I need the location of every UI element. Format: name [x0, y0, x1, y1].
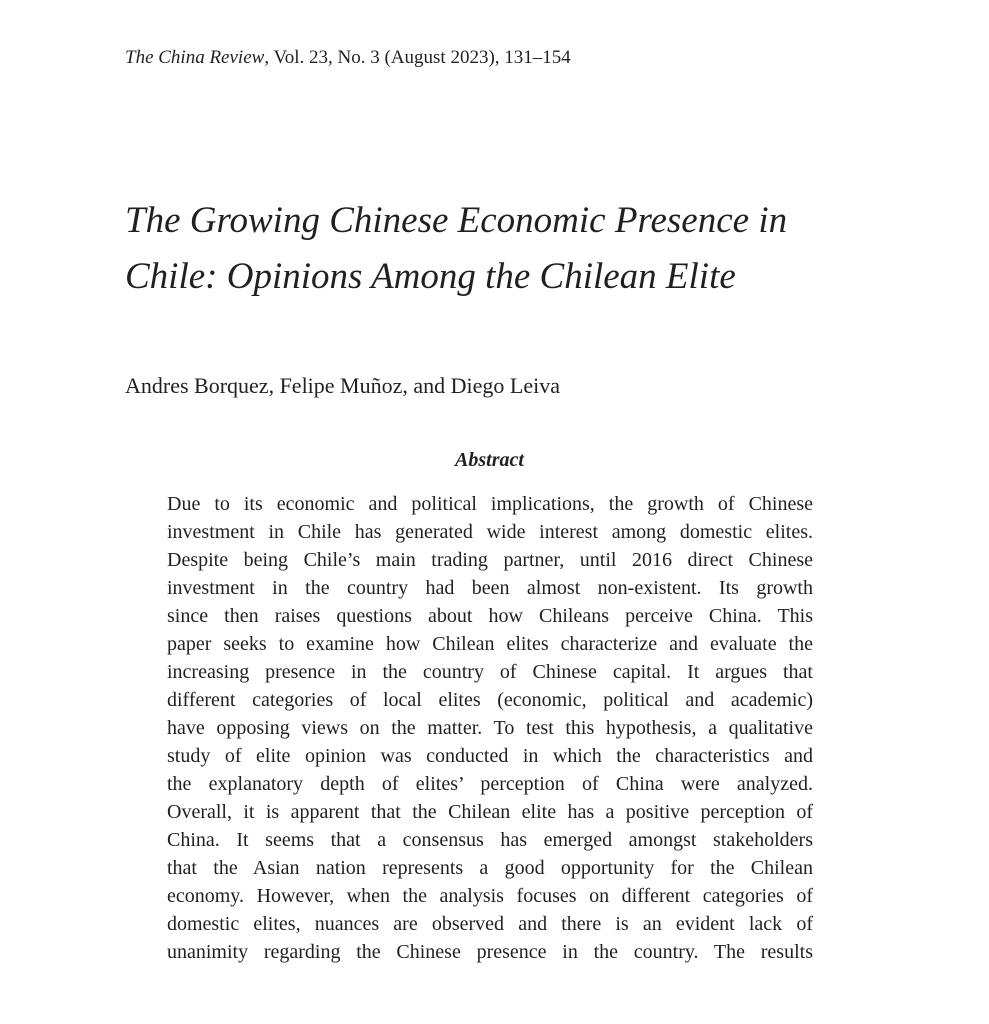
abstract-body [167, 490, 813, 966]
title-line: The Growing Chinese Economic Presence in [125, 200, 788, 241]
abstract-line: domestic elites, nuances are observed and there is an evident lack of [167, 913, 813, 935]
abstract-line: paper seeks to examine how Chilean elites characterize and evaluate the [167, 633, 813, 655]
abstract-line: have opposing views on the matter. To test this hypothesis, a qualitative [167, 717, 813, 739]
journal-citation: , Vol. 23, No. 3 (August 2023), 131–154 [264, 47, 571, 68]
abstract-line: China. It seems that a consensus has emerged amongst stakeholders [167, 829, 813, 851]
running-head [125, 46, 571, 70]
abstract-line: Overall, it is apparent that the Chilean elite has a positive perception of [167, 801, 813, 823]
abstract-line: investment in Chile has generated wide interest among domestic elites. [167, 521, 813, 543]
article-title [125, 193, 845, 305]
journal-name: The China Review [125, 47, 265, 68]
abstract-line: investment in the country had been almost non-existent. Its growth [167, 577, 813, 599]
abstract-line: Despite being Chile’s main trading partner, until 2016 direct Chinese [167, 549, 813, 571]
title-line: Chile: Opinions Among the Chilean Elite [125, 256, 736, 297]
abstract-line: increasing presence in the country of Chinese capital. It argues that [167, 661, 813, 683]
abstract-line: study of elite opinion was conducted in which the characteristics and [167, 745, 813, 767]
abstract-line: since then raises questions about how Chileans perceive China. This [167, 605, 813, 627]
abstract-line: economy. However, when the analysis focuses on different categories of [167, 885, 813, 907]
abstract-line: different categories of local elites (economic, political and academic) [167, 689, 813, 711]
abstract-line: unanimity regarding the Chinese presence in the country. The results [167, 941, 813, 963]
abstract-line: the explanatory depth of elites’ perception of China were analyzed. [167, 773, 813, 795]
author-list: Andres Borquez, Felipe Muñoz, and Diego Leiva [125, 373, 560, 398]
abstract-line: Due to its economic and political implications, the growth of Chinese [167, 493, 813, 515]
abstract-line: that the Asian nation represents a good opportunity for the Chilean [167, 857, 813, 879]
abstract-heading: Abstract [455, 449, 524, 471]
